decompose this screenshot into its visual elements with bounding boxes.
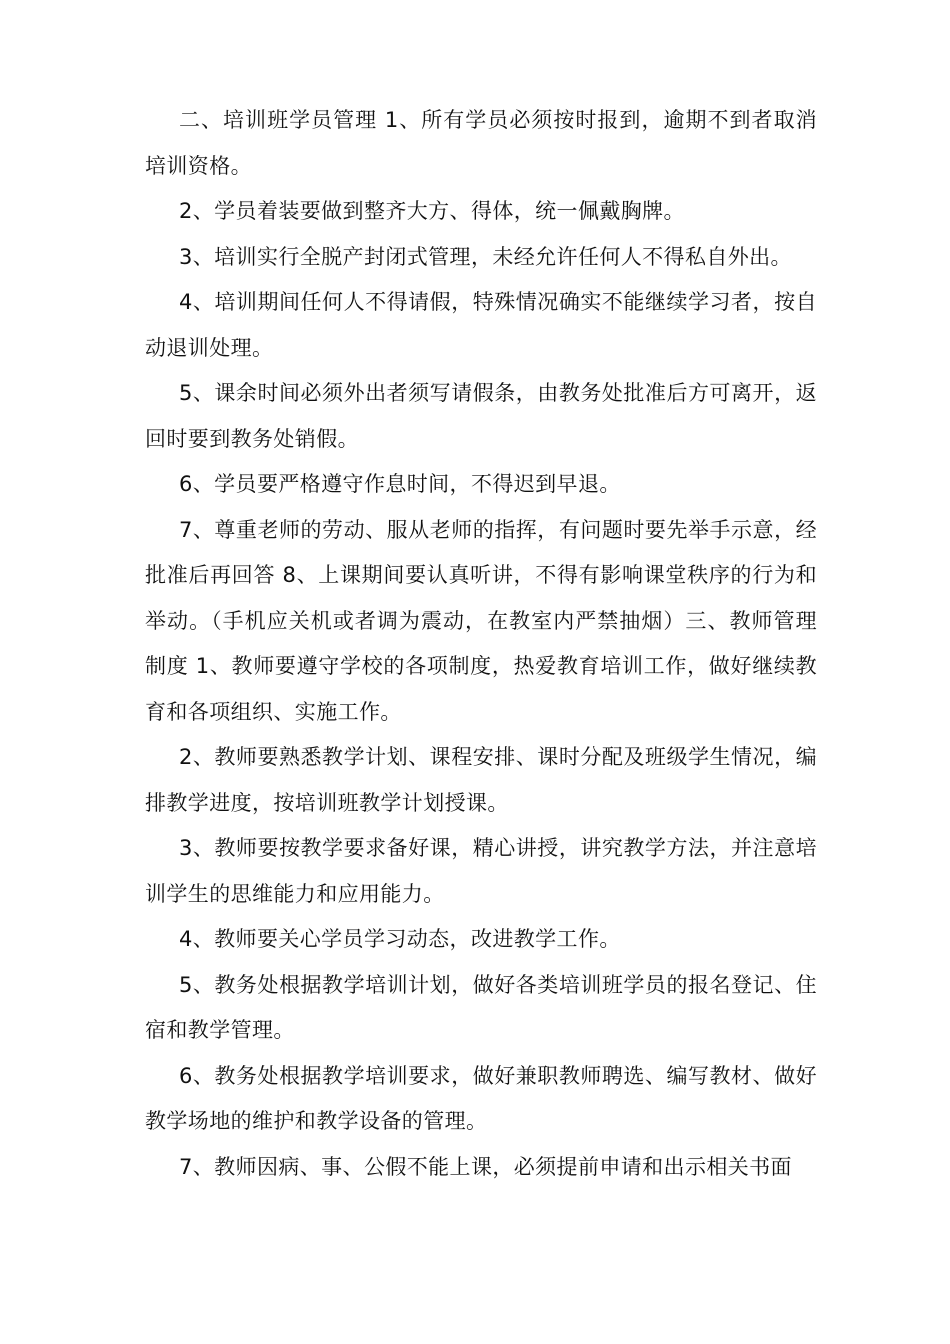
paragraph-6: 6、学员要严格遵守作息时间，不得迟到早退。 <box>179 472 621 496</box>
paragraph-1: 二、培训班学员管理 1、所有学员必须按时报到，逾期不到者取消培训资格。 <box>145 108 817 178</box>
paragraph-12: 6、教务处根据教学培训要求，做好兼职教师聘选、编写教材、做好教学场地的维护和教学设备的管理。 <box>145 1063 817 1133</box>
paragraph-5: 5、课余时间必须外出者须写请假条，由教务处批准后方可离开，返回时要到教务处销假。 <box>145 381 817 451</box>
paragraph-11: 5、教务处根据教学培训计划，做好各类培训班学员的报名登记、住宿和教学管理。 <box>145 972 817 1042</box>
paragraph-9: 3、教师要按教学要求备好课，精心讲授，讲究教学方法，并注意培训学生的思维能力和应用能力。 <box>145 836 817 906</box>
paragraph-3: 3、培训实行全脱产封闭式管理，未经允许任何人不得私自外出。 <box>179 244 792 269</box>
paragraph-8: 2、教师要熟悉教学计划、课程安排、课时分配及班级学生情况，编排教学进度，按培训班教学计划授课。 <box>145 745 817 815</box>
paragraph-4: 4、培训期间任何人不得请假，特殊情况确实不能继续学习者，按自动退训处理。 <box>145 290 817 360</box>
paragraph-7: 7、尊重老师的劳动、服从老师的指挥，有问题时要先举手示意，经批准后再回答 8、上课期间要认真听讲，不得有影响课堂秩序的行为和举动。（手机应关机或者调为震动，在教室内严禁抽烟）三、教师管理制度 1、教师要遵守学校的各项制度，热爱教育培训工作，做好继续教育和各项组织、实施工作。 <box>145 517 817 724</box>
paragraph-13: 7、教师因病、事、公假不能上课，必须提前申请和出示相关书面 <box>179 1154 792 1179</box>
paragraph-10: 4、教师要关心学员学习动态，改进教学工作。 <box>179 927 621 951</box>
document-body <box>145 98 817 1190</box>
paragraph-2: 2、学员着装要做到整齐大方、得体，统一佩戴胸牌。 <box>179 199 685 223</box>
